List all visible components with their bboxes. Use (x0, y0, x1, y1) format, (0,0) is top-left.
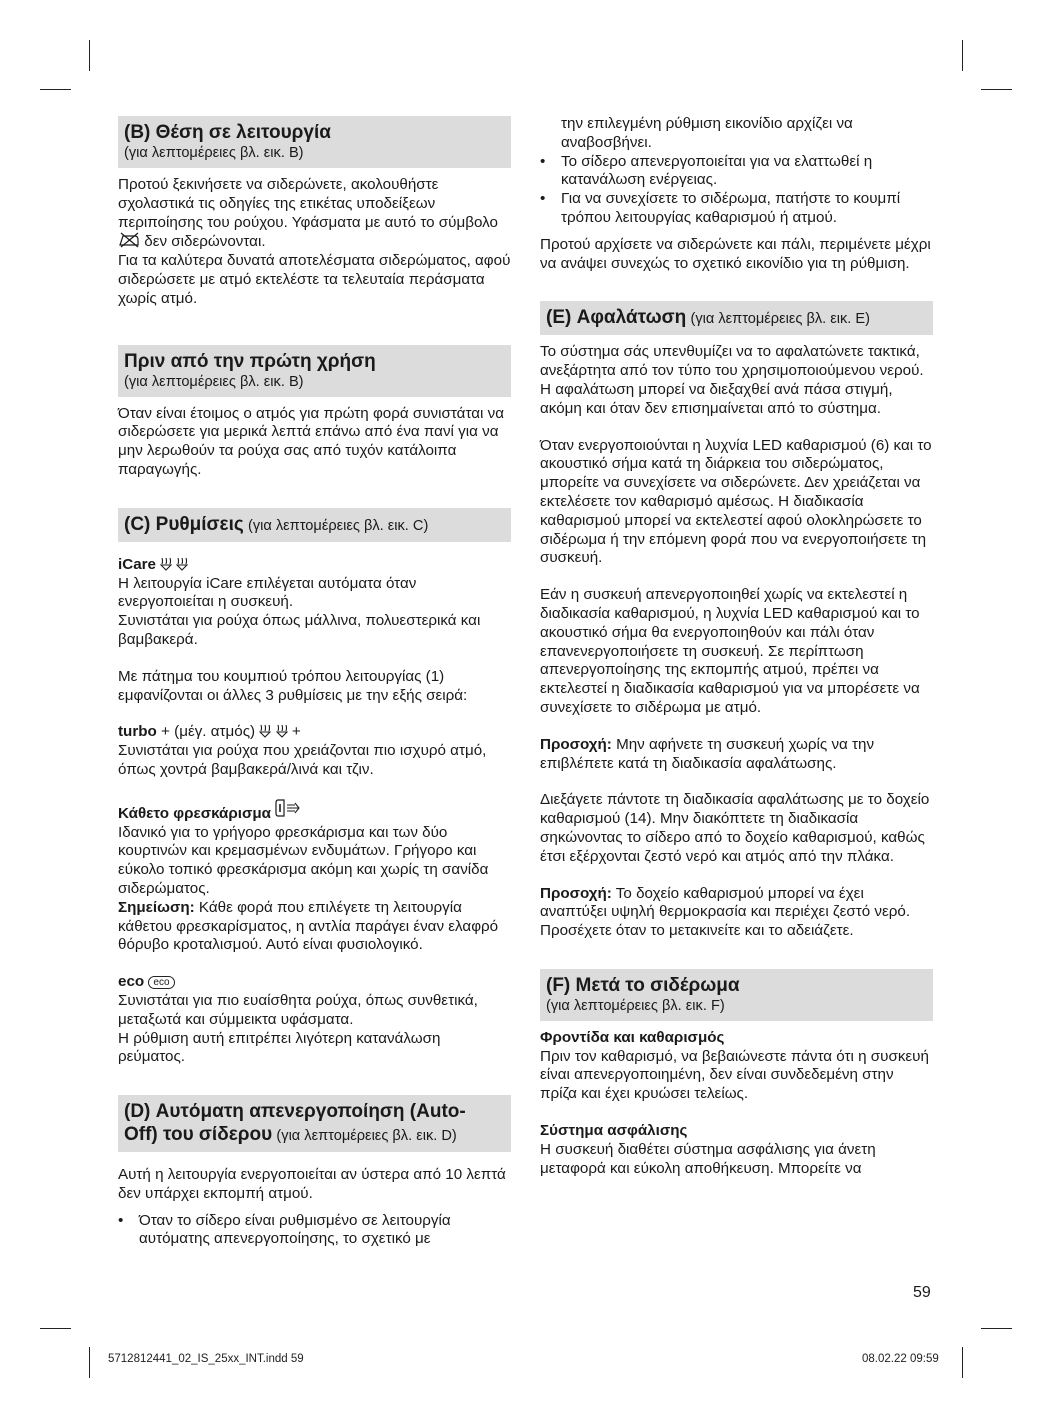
caution-paragraph-1: Προσοχή: Μην αφήνετε τη συσκευή χωρίς να την επιβλέπετε κατά τη διαδικασία αφαλάτωσης. (540, 735, 875, 772)
steam-drop-icon (160, 557, 172, 571)
first-use-paragraph: Όταν είναι έτοιμος ο ατμός για πρώτη φορά συνιστάται να σιδερώσετε για μερικά λεπτά επάνω από ένα πανί για να μην λερωθούν τα ρούχα σας από τυχόν κατάλοιπα παραγωγής. (118, 404, 504, 478)
crop-mark (89, 1347, 90, 1378)
care-heading: Φροντίδα και καθαρισμός (540, 1028, 725, 1046)
first-use-subtitle: (για λεπτομέρειες βλ. εικ. B) (124, 373, 304, 390)
section-e-paragraph-4: Διεξάγετε πάντοτε τη διαδικασία αφαλάτωσης με το δοχείο καθαρισμού (14). Μην διακόπτετε τη διαδικασία σηκώνοντας το σίδερο από το δοχείο καθαρισμού, καθώς έτσι εξέρχονται ζεστό νερό και ατμός από την πλάκα. (540, 791, 930, 865)
care-paragraph: Πριν τον καθαρισμό, να βεβαιώνεστε πάντα ότι η συσκευή είναι απενεργοποιημένη, δεν είναι συνδεδεμένη στην πρίζα και έχει κρυώσει τελείως. (540, 1047, 929, 1103)
crop-mark (962, 40, 963, 71)
footer-file-info: 5712812441_02_IS_25xx_INT.indd 59 (108, 1353, 304, 1365)
vertical-steam-paragraph: Ιδανικό για το γρήγορο φρεσκάρισμα και των δύο κουρτινών και κρεμασμένων ενδυμάτων. Γρήγορο και εύκολο τοπικό φρεσκάρισμα ακόμη και χωρίς τη σανίδα σιδερώματος. (118, 823, 489, 897)
right-column (540, 115, 933, 1178)
section-d-paragraph: Αυτή η λειτουργία ενεργοποιείται αν ύστερα από 10 λεπτά δεν υπάρχει εκπομπή ατμού. (118, 1166, 506, 1202)
section-d-paragraph-2: Προτού αρχίσετε να σιδερώνετε και πάλι, περιμένετε μέχρι να ανάψει συνεχώς το σχετικό εικονίδιο για τη ρύθμιση. (540, 235, 931, 272)
vertical-steam-icon (275, 798, 301, 818)
crop-mark (40, 89, 71, 90)
eco-paragraph-2: Η ρύθμιση αυτή επιτρέπει λιγότερη κατανάλωση ρεύματος. (118, 1029, 441, 1066)
section-c-subtitle: (για λεπτομέρειες βλ. εικ. C) (247, 517, 429, 534)
section-b-paragraph: Προτού ξεκινήσετε να σιδερώνετε, ακολουθήστε σχολαστικά τις οδηγίες της ετικέτας υποδείξεων περιποίησης του ρούχου. Υφάσματα με αυτό το σύμβολο δεν σιδερώνονται. (118, 176, 498, 251)
turbo-heading: turbo + (μέγ. ατμός) + (118, 723, 301, 741)
icare-paragraph-1: Η λειτουργία iCare επιλέγεται αυτόματα όταν ενεργοποιείται η συσκευή. (118, 574, 417, 611)
page-number: 59 (913, 1284, 931, 1301)
icare-heading: iCare (118, 556, 511, 575)
list-item: • Το σίδερο απενεργοποιείται για να ελαττωθεί η κατανάλωση ενέργειας. (540, 153, 933, 191)
section-d-title-line-2: Off) του σίδερου (124, 1124, 273, 1146)
footer-timestamp: 08.02.22 09:59 (862, 1353, 939, 1365)
crop-mark (962, 1347, 963, 1378)
steam-drop-icon (276, 724, 288, 738)
section-e-title: (E) Αφαλάτωση (546, 307, 687, 329)
section-e-paragraph-1: Το σύστημα σάς υπενθυμίζει να το αφαλατώνετε τακτικά, ανεξάρτητα από τον τύπο του χρησιμοποιούμενου νερού. Η αφαλάτωση μπορεί να διεξαχθεί ανά πάσα στιγμή, ακόμη και όταν δεν επισημαίνεται από το σύστημα. (540, 343, 924, 417)
do-not-iron-icon (118, 232, 140, 248)
first-use-title: Πριν από την πρώτη χρήση (124, 350, 376, 372)
steam-drop-icon (259, 724, 271, 738)
list-item: • Όταν το σίδερο είναι ρυθμισμένο σε λειτουργία αυτόματης απενεργοποίησης, το σχετικό με (118, 1212, 511, 1250)
steam-drop-icon (176, 557, 188, 571)
lock-heading: Σύστημα ασφάλισης (540, 1122, 688, 1140)
section-b-title: (B) Θέση σε λειτουργία (124, 122, 331, 143)
section-b-paragraph-2: Για τα καλύτερα δυνατά αποτελέσματα σιδερώματος, αφού σιδερώσετε με ατμό εκτελέστε τα τελευταία περάσματα χωρίς ατμό. (118, 252, 511, 307)
section-e-paragraph-3: Εάν η συσκευή απενεργοποιηθεί χωρίς να εκτελεστεί η διαδικασία καθαρισμού, η λυχνία LED καθαρισμού και το ακουστικό σήμα θα ενεργοποιηθούν και πάλι όταν επανενεργοποιήσετε τη συσκευή. Σε περίπτωση απενεργοποίησης της εκπομπής ατμού, πρέπει να εκτελεστεί η διαδικασία καθαρισμού για να μπορέσετε να συνεχίσετε το σιδέρωμα με ατμό. (540, 586, 920, 716)
icare-paragraph-2: Συνιστάται για ρούχα όπως μάλλινα, πολυεστερικά και βαμβακερά. (118, 612, 481, 648)
list-item-continuation: την επιλεγμένη ρύθμιση εικονίδιο αρχίζει να αναβοσβήνει. (561, 115, 853, 151)
section-b-header (118, 116, 511, 168)
section-f-title: (F) Μετά το σιδέρωμα (546, 974, 740, 996)
crop-mark (89, 40, 90, 71)
section-c-header (118, 508, 511, 542)
section-e-header (540, 301, 933, 335)
left-column (118, 116, 511, 1249)
section-f-subtitle: (για λεπτομέρειες βλ. εικ. F) (546, 997, 725, 1014)
section-e-paragraph-2: Όταν ενεργοποιούνται η λυχνία LED καθαρισμού (6) και το ακουστικό σήμα κατά τη διάρκεια του σιδερώματος, μπορείτε να συνεχίσετε να σιδερώνετε. Δεν χρειάζεται να εκτελέσετε τον καθαρισμό αμέσως. Η διαδικασία καθαρισμού μπορεί να εκτελεστεί αφού ολοκληρώσετε το σιδέρωμα ή την επόμενη φορά που να ενεργοποιήσετε τη συσκευή. (540, 436, 932, 567)
section-f-header (540, 969, 933, 1021)
eco-paragraph-1: Συνιστάται για πιο ευαίσθητα ρούχα, όπως συνθετικά, μεταξωτά και σύμμεικτα υφάσματα. (118, 991, 478, 1028)
list-item: • Για να συνεχίσετε το σιδέρωμα, πατήστε το κουμπί τρόπου λειτουργίας καθαρισμού ή ατμού. (540, 190, 933, 228)
section-b-subtitle: (για λεπτομέρειες βλ. εικ. B) (124, 145, 304, 161)
vertical-steam-heading: Κάθετο φρεσκάρισμα (118, 798, 511, 824)
section-d-header (118, 1095, 511, 1152)
section-d-title-line-1: (D) Αυτόματη απενεργοποίηση (Auto- (124, 1101, 466, 1123)
crop-mark (40, 1328, 71, 1329)
note-paragraph: Σημείωση: Κάθε φορά που επιλέγετε τη λειτουργία κάθετου φρεσκαρίσματος, η αντλία παράγει έναν ελαφρό θόρυβο κροταλισμού. Αυτό είναι φυσιολογικό. (118, 898, 499, 954)
crop-mark (981, 1328, 1012, 1329)
mode-paragraph: Με πάτημα του κουμπιού τρόπου λειτουργίας (1) εμφανίζονται οι άλλες 3 ρυθμίσεις με την εξής σειρά: (118, 667, 468, 704)
section-e-subtitle: (για λεπτομέρειες βλ. εικ. E) (690, 311, 870, 328)
first-use-header (118, 345, 511, 397)
eco-heading: eco eco (118, 973, 511, 992)
turbo-paragraph: Συνιστάται για ρούχα που χρειάζονται πιο ισχυρό ατμό, όπως χοντρά βαμβακερά/λινά και τζιν. (118, 742, 487, 778)
caution-paragraph-2: Προσοχή: Το δοχείο καθαρισμού μπορεί να έχει αναπτύξει υψηλή θερμοκρασία και περιέχει ζεστό νερό. Προσέχετε όταν το μετακινείτε και το αδειάζετε. (540, 884, 911, 940)
lock-paragraph: Η συσκευή διαθέτει σύστημα ασφάλισης για άνετη μεταφορά και εύκολη αποθήκευση. Μπορείτε να (540, 1140, 876, 1177)
section-d-subtitle: (για λεπτομέρειες βλ. εικ. D) (276, 1128, 457, 1145)
section-c-title: (C) Ρυθμίσεις (124, 513, 244, 535)
crop-mark (981, 89, 1012, 90)
eco-icon: eco (148, 976, 174, 989)
